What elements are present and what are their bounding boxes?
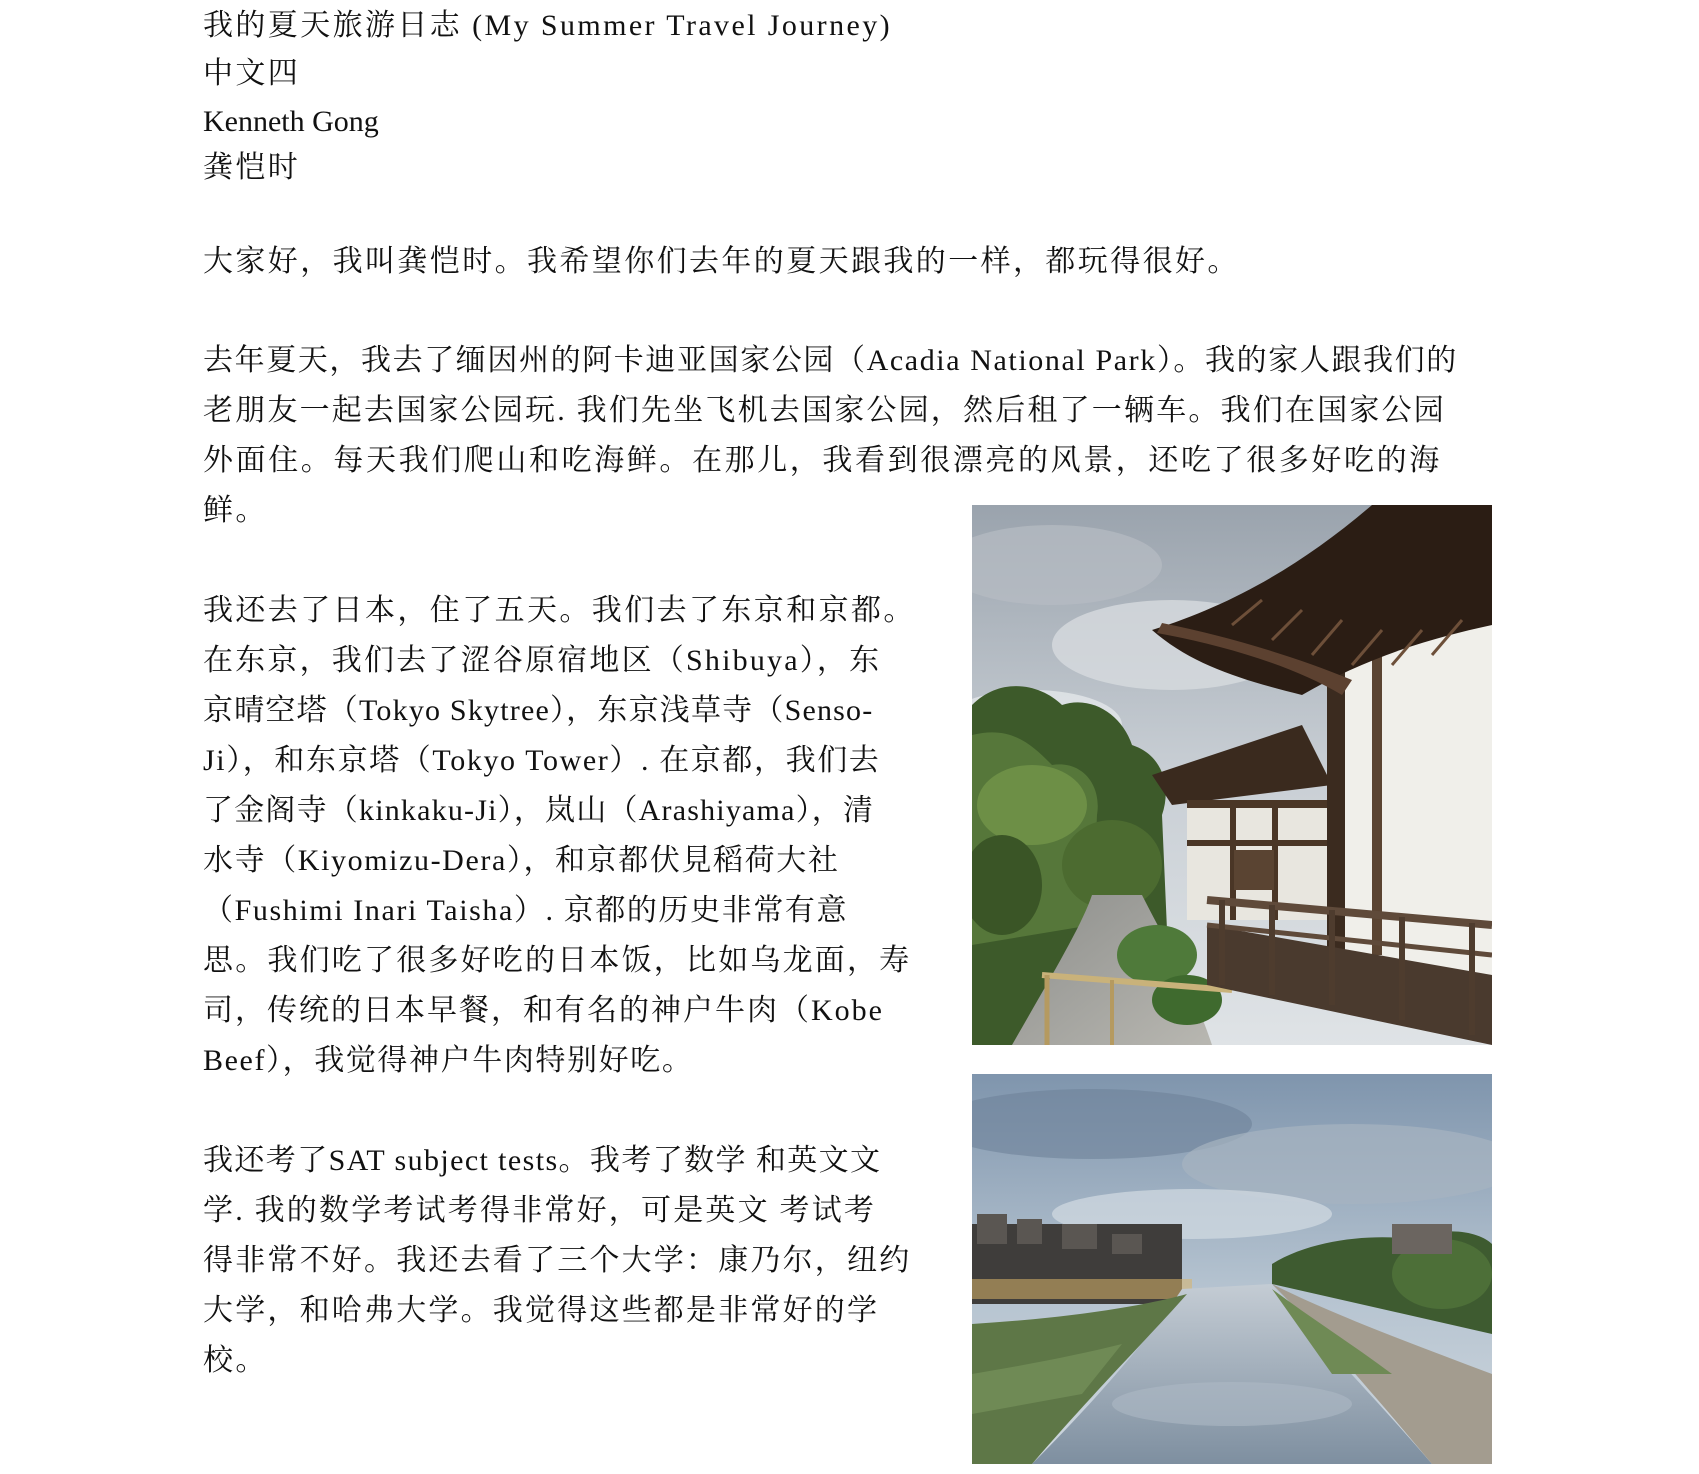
- temple-photo: [972, 505, 1492, 1045]
- paragraph-line: 思。我们吃了很多好吃的日本饭，比如乌龙面，寿: [203, 944, 912, 977]
- paragraph-line: 学. 我的数学考试考得非常好，可是英文 考试考: [203, 1194, 877, 1227]
- paragraph-line: 在东京，我们去了涩谷原宿地区（Shibuya），东: [203, 644, 882, 677]
- paragraph-line: 去年夏天，我去了缅因州的阿卡迪亚国家公园（Acadia National Park）。我的家人跟我们的: [203, 344, 1458, 377]
- document-title: 我的夏天旅游日志 (My Summer Travel Journey): [203, 9, 892, 42]
- paragraph-line: （Fushimi Inari Taisha）. 京都的历史非常有意: [203, 894, 849, 927]
- paragraph-line: 大学，和哈弗大学。我觉得这些都是非常好的学: [203, 1294, 880, 1327]
- paragraph-line: 了金阁寺（kinkaku-Ji），岚山（Arashiyama），清: [203, 794, 875, 827]
- paragraph-line: 鲜。: [203, 494, 268, 527]
- paragraph-line: 水寺（Kiyomizu-Dera），和京都伏見稻荷大社: [203, 844, 840, 877]
- intro-paragraph: 大家好，我叫龚恺时。我希望你们去年的夏天跟我的一样，都玩得很好。: [203, 245, 1240, 278]
- paragraph-line: 司，传统的日本早餐，和有名的神户牛肉（Kobe: [203, 994, 884, 1027]
- paragraph-line: Ji），和东京塔（Tokyo Tower）. 在京都，我们去: [203, 744, 881, 777]
- paragraph-line: Beef），我觉得神户牛肉特别好吃。: [203, 1044, 694, 1077]
- author-name-english: Kenneth Gong: [203, 105, 379, 138]
- paragraph-line: 京晴空塔（Tokyo Skytree），东京浅草寺（Senso-: [203, 694, 874, 727]
- paragraph-line: 老朋友一起去国家公园玩. 我们先坐飞机去国家公园，然后租了一辆车。我们在国家公园: [203, 394, 1446, 427]
- paragraph-line: 我还去了日本，住了五天。我们去了东京和京都。: [203, 594, 916, 627]
- river-photo: [972, 1074, 1492, 1464]
- paragraph-line: 校。: [203, 1344, 268, 1377]
- paragraph-line: 我还考了SAT subject tests。我考了数学 和英文文: [203, 1144, 882, 1177]
- author-name-chinese: 龚恺时: [203, 151, 301, 184]
- class-label: 中文四: [203, 57, 301, 90]
- paragraph-line: 外面住。每天我们爬山和吃海鲜。在那儿，我看到很漂亮的风景，还吃了很多好吃的海: [203, 444, 1442, 477]
- paragraph-line: 得非常不好。我还去看了三个大学：康乃尔，纽约: [203, 1244, 912, 1277]
